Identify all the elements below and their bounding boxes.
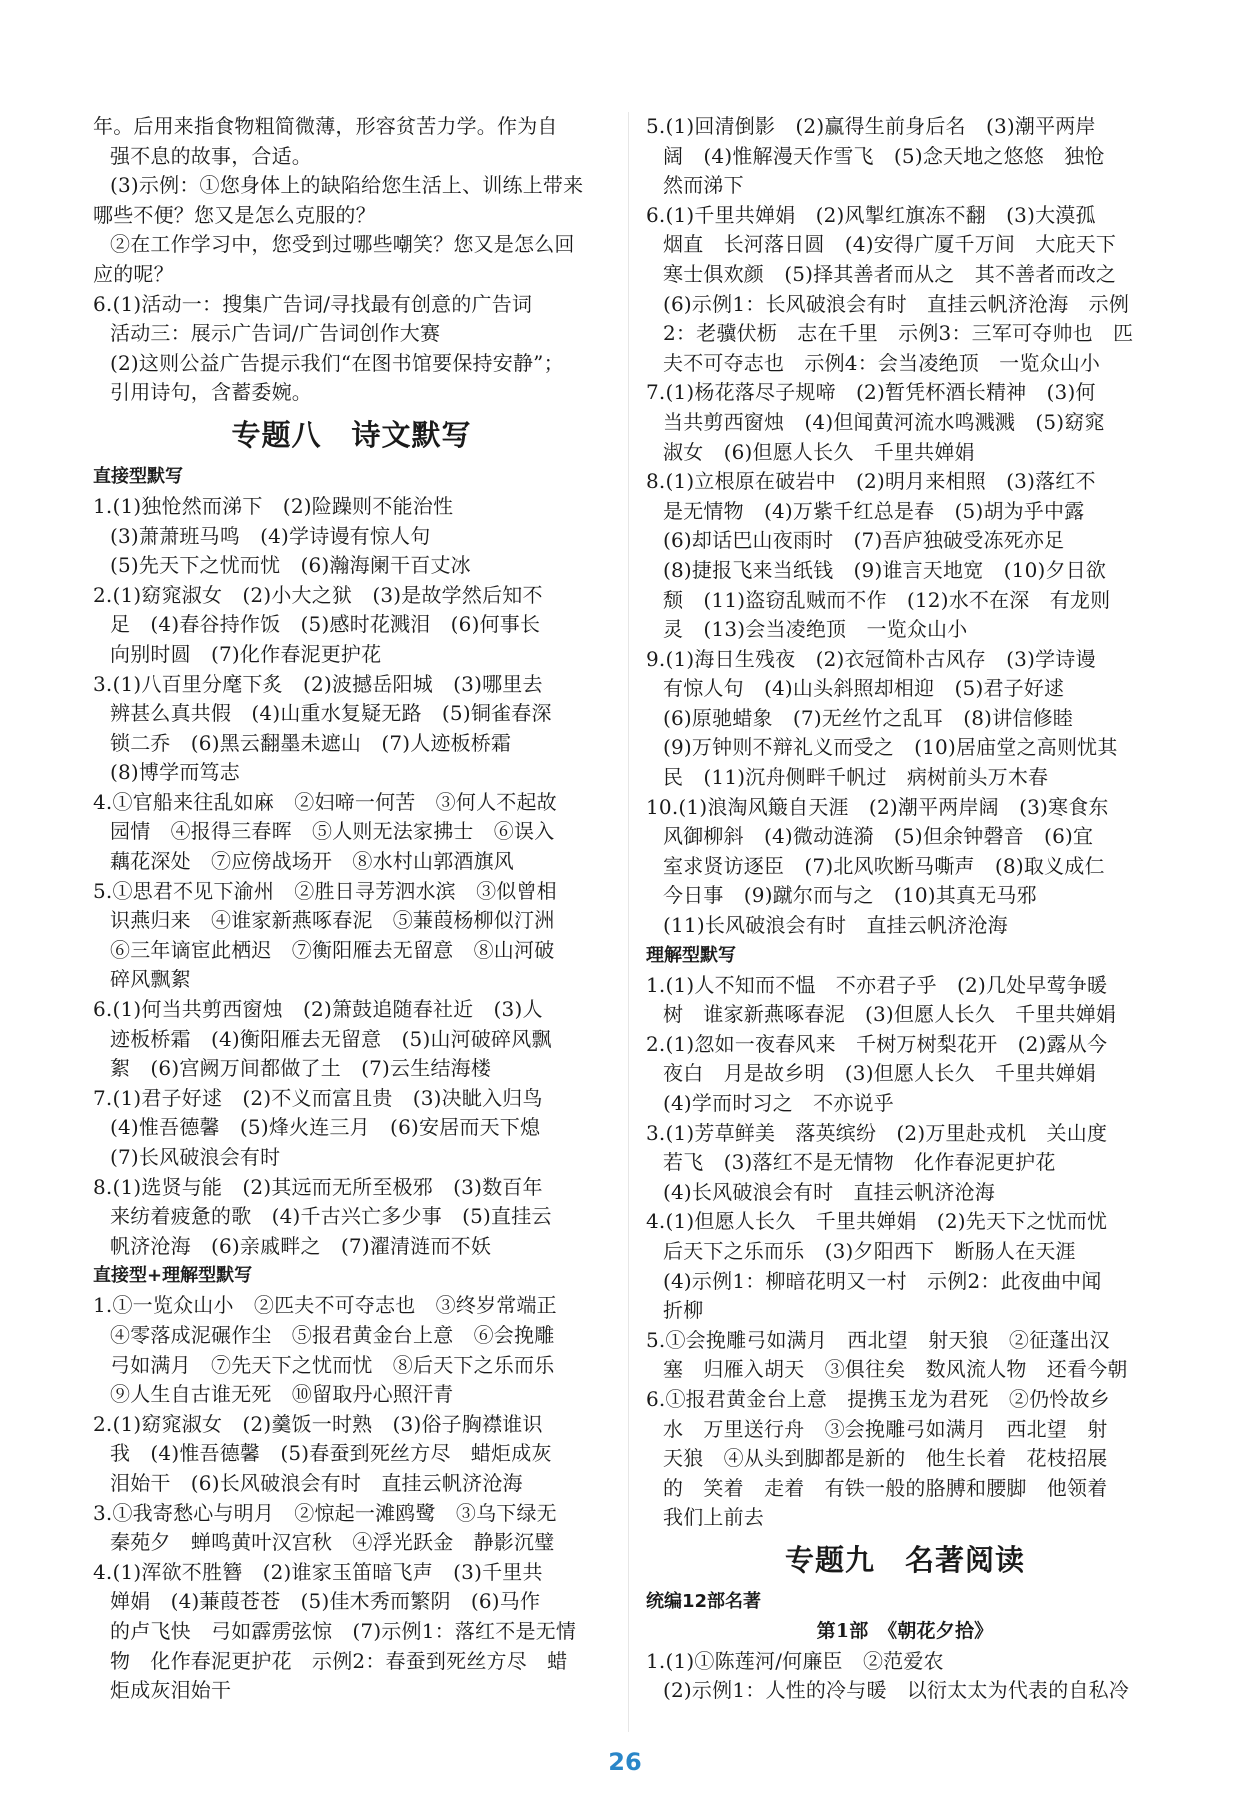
text-line: 折柳	[663, 1298, 704, 1323]
text-line: 当共剪西窗烛 (4)但闻黄河流水鸣溅溅 (5)窈窕	[663, 409, 1105, 434]
text-line: 强不息的故事，合适。	[110, 143, 312, 168]
text-line: 8.(1)选贤与能 (2)其远而无所至极邪 (3)数百年	[93, 1174, 543, 1199]
text-line: (4)示例1：柳暗花明又一村 示例2：此夜曲中闻	[663, 1268, 1102, 1293]
text-line: 2.(1)窈窕淑女 (2)羹饭一时熟 (3)俗子胸襟谁识	[93, 1411, 543, 1436]
text-line: 7.(1)杨花落尽子规啼 (2)暂凭杯酒长精神 (3)何	[646, 380, 1096, 405]
text-line: (6)原驰蜡象 (7)无丝竹之乱耳 (8)讲信修睦	[663, 705, 1073, 730]
text-line: 10.(1)浪淘风簸自天涯 (2)潮平两岸阔 (3)寒食东	[646, 794, 1109, 819]
text-line: 有惊人句 (4)山头斜照却相迎 (5)君子好逑	[663, 676, 1065, 701]
text-line: 向别时圆 (7)化作春泥更护花	[110, 641, 382, 666]
text-line: 7.(1)君子好逑 (2)不义而富且贵 (3)决眦入归鸟	[93, 1085, 543, 1110]
text-line: 碎风飘絮	[110, 967, 191, 992]
text-line: 2：老骥伏枥 志在千里 示例3：三军可夺帅也 匹	[663, 321, 1134, 346]
text-line: 然而涕下	[663, 173, 744, 198]
text-line: 3.①我寄愁心与明月 ②惊起一滩鸥鹭 ③乌下绿无	[93, 1500, 557, 1525]
text-line: 的卢飞快 弓如霹雳弦惊 (7)示例1：落红不是无情	[110, 1618, 577, 1643]
text-line: 我们上前去	[663, 1505, 764, 1530]
subsection-heading: 统编12部名著	[646, 1590, 762, 1612]
text-line: 的 笑着 走着 有铁一般的胳膊和腰脚 他领着	[663, 1475, 1108, 1500]
text-line: (6)示例1：长风破浪会有时 直挂云帆济沧海 示例	[663, 291, 1130, 316]
section-title: 专题九 名著阅读	[784, 1542, 1025, 1577]
column-divider	[628, 112, 629, 1732]
text-line: (2)示例1：人性的冷与暖 以衍太太为代表的自私冷	[663, 1678, 1130, 1703]
text-line: 1.(1)人不知而不愠 不亦君子乎 (2)几处早莺争暖	[646, 972, 1108, 997]
text-line: 后天下之乐而乐 (3)夕阳西下 断肠人在天涯	[663, 1238, 1076, 1263]
text-line: (4)学而时习之 不亦说乎	[663, 1091, 894, 1115]
text-line: 水 万里送行舟 ③会挽雕弓如满月 西北望 射	[663, 1416, 1108, 1441]
text-line: 6.(1)千里共婵娟 (2)风掣红旗冻不翻 (3)大漠孤	[646, 202, 1096, 227]
text-line: 室求贤访逐臣 (7)北风吹断马嘶声 (8)取义成仁	[663, 853, 1105, 878]
text-line: 4.(1)但愿人长久 千里共婵娟 (2)先天下之忧而忧	[646, 1209, 1108, 1234]
text-line: 锁二乔 (6)黑云翻墨未遮山 (7)人迹板桥霜	[110, 730, 512, 755]
text-line: 婵娟 (4)蒹葭苍苍 (5)佳木秀而繁阴 (6)马作	[110, 1589, 541, 1614]
text-line: 园情 ④报得三春晖 ⑤人则无法家拂士 ⑥误入	[110, 819, 555, 844]
text-line: 寒士俱欢颜 (5)择其善者而从之 其不善者而改之	[663, 261, 1117, 286]
book-heading: 第1部 《朝花夕拾》	[816, 1619, 994, 1642]
section-title: 专题八 诗文默写	[231, 417, 472, 452]
subsection-heading: 直接型默写	[93, 465, 183, 487]
subsection-heading: 直接型+理解型默写	[93, 1265, 253, 1287]
text-line: (7)长风破浪会有时	[110, 1145, 281, 1169]
text-line: (3)萧萧班马鸣 (4)学诗谩有惊人句	[110, 523, 431, 548]
text-line: 迹板桥霜 (4)衡阳雁去无留意 (5)山河破碎风飘	[110, 1026, 552, 1051]
text-line: 物 化作春泥更护花 示例2：春蚕到死丝方尽 蜡	[110, 1648, 568, 1673]
text-line: 今日事 (9)蹴尔而与之 (10)其真无马邪	[663, 883, 1037, 908]
text-line: 来纺着疲惫的歌 (4)千古兴亡多少事 (5)直挂云	[110, 1204, 552, 1229]
text-line: 辨甚么真共假 (4)山重水复疑无路 (5)铜雀春深	[110, 701, 552, 726]
text-line: 引用诗句，含蓄委婉。	[110, 380, 312, 405]
text-line: 是无情物 (4)万紫千红总是春 (5)胡为乎中露	[663, 498, 1085, 523]
right-column	[646, 112, 1164, 1706]
text-line: 5.①会挽雕弓如满月 西北望 射天狼 ②征蓬出汉	[646, 1327, 1110, 1352]
text-line: 阔 (4)惟解漫天作雪飞 (5)念天地之悠悠 独怆	[663, 143, 1105, 168]
text-line: (8)博学而笃志	[110, 760, 240, 785]
text-line: 烟直 长河落日圆 (4)安得广厦千万间 大庇天下	[663, 232, 1117, 257]
text-line: 秦苑夕 蝉鸣黄叶汉宫秋 ④浮光跃金 静影沉璧	[110, 1530, 555, 1555]
text-line: 泪始干 (6)长风破浪会有时 直挂云帆济沧海	[110, 1470, 523, 1495]
text-line: 夜白 月是故乡明 (3)但愿人长久 千里共婵娟	[663, 1061, 1096, 1086]
text-line: 1.(1)①陈莲河/何廉臣 ②范爱农	[646, 1648, 944, 1673]
text-line: 夫不可夺志也 示例4：会当凌绝顶 一览众山小	[663, 350, 1101, 375]
text-line: 树 谁家新燕啄春泥 (3)但愿人长久 千里共婵娟	[663, 1002, 1117, 1027]
text-line: 5.①思君不见下渝州 ②胜日寻芳泗水滨 ③似曾相	[93, 878, 557, 903]
text-line: (8)捷报飞来当纸钱 (9)谁言天地宽 (10)夕日欲	[663, 557, 1107, 582]
text-line: (11)长风破浪会有时 直挂云帆济沧海	[663, 913, 1008, 938]
text-line: 活动三：展示广告词/广告词创作大赛	[110, 321, 441, 346]
text-line: 6.(1)活动一：搜集广告词/寻找最有创意的广告词	[93, 291, 533, 316]
text-line: 识燕归来 ④谁家新燕啄春泥 ⑤蒹葭杨柳似汀洲	[110, 908, 555, 933]
text-line: ⑥三年谪宦此栖迟 ⑦衡阳雁去无留意 ⑧山河破	[110, 937, 555, 962]
text-line: 颓 (11)盗窃乱贼而不作 (12)水不在深 有龙则	[663, 587, 1111, 612]
text-line: 灵 (13)会当凌绝顶 一览众山小	[663, 617, 968, 642]
text-line: 塞 归雁入胡天 ③俱往矣 数风流人物 还看今朝	[663, 1357, 1128, 1382]
text-line: 4.①官船来往乱如麻 ②妇啼一何苦 ③何人不起故	[93, 789, 557, 814]
text-line: ④零落成泥碾作尘 ⑤报君黄金台上意 ⑥会挽雕	[110, 1322, 555, 1347]
text-line: 炬成灰泪始干	[110, 1678, 232, 1703]
text-line: 年。后用来指食物粗简微薄，形容贫苦力学。作为自	[93, 114, 558, 138]
text-line: 民 (11)沉舟侧畔千帆过 病树前头万木春	[663, 765, 1049, 790]
text-line: (2)这则公益广告提示我们“在图书馆要保持安静”；	[110, 350, 564, 375]
text-line: (3)示例：①您身体上的缺陷给您生活上、训练上带来	[110, 173, 584, 198]
text-line: 2.(1)忽如一夜春风来 千树万树梨花开 (2)露从今	[646, 1031, 1108, 1056]
text-line: 4.(1)浑欲不胜簪 (2)谁家玉笛暗飞声 (3)千里共	[93, 1559, 543, 1584]
text-line: 哪些不便？您又是怎么克服的？	[93, 202, 376, 227]
text-line: 6.(1)何当共剪西窗烛 (2)箫鼓追随春社近 (3)人	[93, 997, 543, 1022]
text-line: ⑨人生自古谁无死 ⑩留取丹心照汗青	[110, 1382, 454, 1407]
text-line: ②在工作学习中，您受到过哪些嘲笑？您又是怎么回	[110, 232, 575, 257]
subsection-heading: 理解型默写	[646, 944, 736, 966]
text-line: 藕花深处 ⑦应傍战场开 ⑧水村山郭酒旗风	[110, 849, 514, 874]
text-line: 足 (4)春谷持作饭 (5)感时花溅泪 (6)何事长	[110, 612, 541, 637]
text-line: (6)却话巴山夜雨时 (7)吾庐独破受冻死亦足	[663, 528, 1065, 553]
text-line: 淑女 (6)但愿人长久 千里共婵娟	[663, 439, 975, 464]
text-line: 弓如满月 ⑦先天下之忧而忧 ⑧后天下之乐而乐	[110, 1352, 555, 1377]
text-line: (5)先天下之忧而忧 (6)瀚海阑干百丈冰	[110, 553, 471, 578]
text-line: 帆济沧海 (6)亲戚畔之 (7)濯清涟而不妖	[110, 1233, 492, 1258]
text-line: 3.(1)八百里分麾下炙 (2)波撼岳阳城 (3)哪里去	[93, 671, 543, 696]
text-line: 天狼 ④从头到脚都是新的 他生长着 花枝招展	[663, 1446, 1108, 1471]
text-line: 1.①一览众山小 ②匹夫不可夺志也 ③终岁常端正	[93, 1293, 557, 1318]
text-line: 絮 (6)宫阙万间都做了土 (7)云生结海楼	[110, 1056, 492, 1081]
text-line: 8.(1)立根原在破岩中 (2)明月来相照 (3)落红不	[646, 469, 1096, 494]
text-line: 1.(1)独怆然而涕下 (2)险躁则不能治性	[93, 493, 454, 518]
text-line: 5.(1)回清倒影 (2)赢得生前身后名 (3)潮平两岸	[646, 114, 1096, 138]
text-line: 我 (4)惟吾德馨 (5)春蚕到死丝方尽 蜡炬成灰	[110, 1441, 552, 1466]
text-line: 风御柳斜 (4)微动涟漪 (5)但余钟磬音 (6)宜	[663, 824, 1094, 849]
text-line: 2.(1)窈窕淑女 (2)小大之狱 (3)是故学然后知不	[93, 582, 543, 607]
text-line: 9.(1)海日生残夜 (2)衣冠简朴古风存 (3)学诗谩	[646, 646, 1096, 671]
page-number: 26	[608, 1748, 642, 1776]
text-line: 6.①报君黄金台上意 提携玉龙为君死 ②仍怜故乡	[646, 1386, 1110, 1411]
left-column	[93, 112, 610, 1706]
text-line: 若飞 (3)落红不是无情物 化作春泥更护花	[663, 1150, 1056, 1175]
text-line: 应的呢？	[93, 261, 174, 286]
text-line: 3.(1)芳草鲜美 落英缤纷 (2)万里赴戎机 关山度	[646, 1120, 1108, 1145]
text-line: (4)长风破浪会有时 直挂云帆济沧海	[663, 1179, 995, 1204]
text-line: (4)惟吾德馨 (5)烽火连三月 (6)安居而天下熄	[110, 1115, 541, 1140]
text-line: (9)万钟则不辩礼义而受之 (10)居庙堂之高则忧其	[663, 735, 1118, 760]
